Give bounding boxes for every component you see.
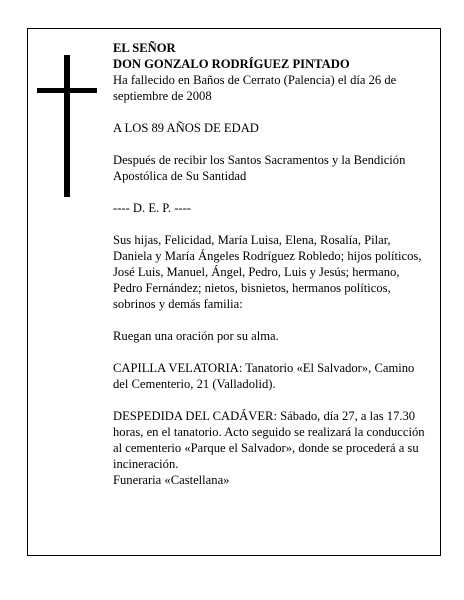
rip-line: ---- D. E. P. ---- (113, 201, 191, 215)
age-line: A LOS 89 AÑOS DE EDAD (113, 121, 259, 135)
cross-horizontal-bar (37, 88, 97, 93)
cross-icon (37, 55, 97, 197)
family-paragraph: Sus hijas, Felicidad, María Luisa, Elena, Rosalía, Pilar, Daniela y María Ángeles Rodríguez Robledo; hijos políticos, José Luis, Manuel, Ángel, Pedro, Luis y Jesús; hermano, Pedro Fernández; nietos, bisnietos, hermanos políticos, sobrinos y demás familia: (113, 233, 422, 311)
chapel-paragraph: CAPILLA VELATORIA: Tanatorio «El Salvador», Camino del Cementerio, 21 (Valladolid). (113, 361, 415, 391)
title-line-2: DON GONZALO RODRÍGUEZ PINTADO (113, 57, 350, 71)
funeral-home-line: Funeraria «Castellana» (113, 473, 230, 487)
obituary-text (113, 40, 431, 488)
prayer-line: Ruegan una oración por su alma. (113, 329, 279, 343)
cross-vertical-bar (64, 55, 70, 197)
title-line-1: EL SEÑOR (113, 41, 176, 55)
death-info: Ha fallecido en Baños de Cerrato (Palencia) el día 26 de septiembre de 2008 (113, 73, 397, 103)
sacraments-line: Después de recibir los Santos Sacramentos y la Bendición Apostólica de Su Santidad (113, 153, 406, 183)
farewell-paragraph: DESPEDIDA DEL CADÁVER: Sábado, día 27, a las 17.30 horas, en el tanatorio. Acto seguido se realizará la conducción al cementerio «Parque el Salvador», donde se procederá a su incineración. (113, 409, 425, 471)
